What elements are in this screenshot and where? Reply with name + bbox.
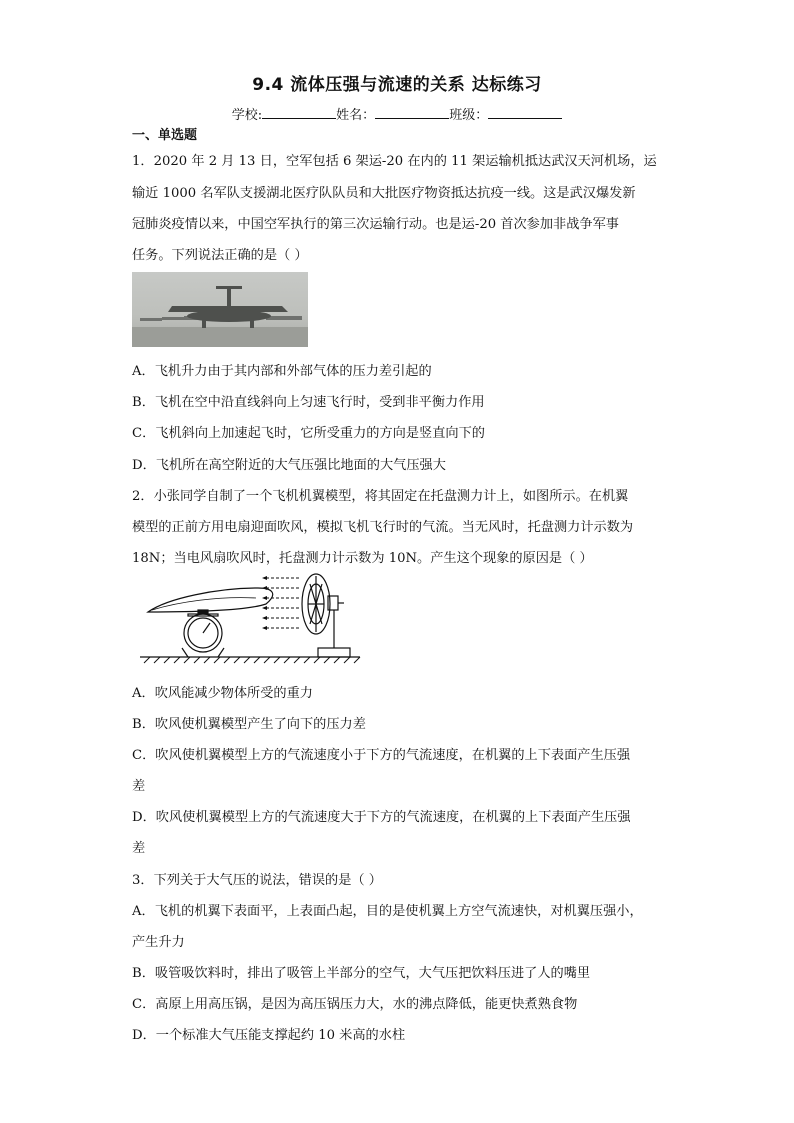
name-blank[interactable]: [375, 106, 449, 119]
school-label: 学校:: [231, 108, 263, 123]
q3-option-d: D．一个标准大气压能支撑起约 10 米高的水柱: [132, 1028, 406, 1043]
q2-option-a: A．吹风能减少物体所受的重力: [132, 686, 313, 701]
q1-option-b: B．飞机在空中沿直线斜向上匀速飞行时，受到非平衡力作用: [132, 395, 485, 410]
q1-stem-line: 任务。下列说法正确的是（ ）: [132, 248, 308, 263]
class-label: 班级：: [449, 108, 489, 123]
student-info-line: [0, 104, 794, 123]
q2-stem-line: 18N；当电风扇吹风时，托盘测力计示数为 10N。产生这个现象的原因是（ ）: [132, 551, 593, 566]
q2-option-c: C．吹风使机翼模型上方的气流速度小于下方的气流速度，在机翼的上下表面产生压强: [132, 748, 631, 763]
q3-option-c: C．高原上用高压锅，是因为高压锅压力大，水的沸点降低，能更快煮熟食物: [132, 997, 578, 1012]
q1-option-c: C．飞机斜向上加速起飞时，它所受重力的方向是竖直向下的: [132, 426, 485, 441]
section-heading: 一、单选题: [132, 128, 198, 143]
q1-stem-line: 输近 1000 名军队支援湖北医疗队队员和大批医疗物资抵达抗疫一线。这是武汉爆发新: [132, 186, 636, 201]
q2-option-d: D．吹风使机翼模型上方的气流速度大于下方的气流速度，在机翼的上下表面产生压强: [132, 810, 631, 825]
q2-option-b: B．吹风使机翼模型产生了向下的压力差: [132, 717, 366, 732]
q1-stem-line: 1．2020 年 2 月 13 日，空军包括 6 架运-20 在内的 11 架运输机抵达武汉天河机场，运: [132, 154, 657, 169]
aircraft-photo: [132, 272, 308, 347]
q3-stem-line: 3．下列关于大气压的说法，错误的是（ ）: [132, 873, 382, 888]
school-blank[interactable]: [262, 106, 336, 119]
wing-model: [148, 588, 273, 612]
q1-option-a: A．飞机升力由于其内部和外部气体的压力差引起的: [132, 364, 432, 379]
ground-hatching: [144, 657, 360, 663]
wing-model-diagram-svg: [138, 568, 363, 668]
q2-option-d-cont: 差: [132, 841, 146, 856]
aircraft-photo-image: [132, 272, 308, 347]
class-blank[interactable]: [488, 106, 562, 119]
wing-model-diagram: [138, 568, 363, 668]
q1-option-d: D．飞机所在高空附近的大气压强比地面的大气压强大: [132, 458, 446, 473]
q3-option-a-cont: 产生升力: [132, 935, 185, 950]
q3-option-b: B．吸管吸饮料时，排出了吸管上半部分的空气，大气压把饮料压进了人的嘴里: [132, 966, 591, 981]
name-label: 姓名：: [336, 108, 376, 123]
q3-option-a: A．飞机的机翼下表面平，上表面凸起，目的是使机翼上方空气流速快，对机翼压强小，: [132, 904, 643, 919]
document-title: 9.4 流体压强与流速的关系 达标练习: [252, 75, 542, 95]
q2-stem-line: 2．小张同学自制了一个飞机机翼模型，将其固定在托盘测力计上，如图所示。在机翼: [132, 489, 629, 504]
q2-stem-line: 模型的正前方用电扇迎面吹风，模拟飞机飞行时的气流。当无风时，托盘测力计示数为: [132, 520, 634, 535]
q2-option-c-cont: 差: [132, 779, 146, 794]
airflow-arrows: [266, 578, 300, 628]
q1-stem-line: 冠肺炎疫情以来，中国空军执行的第三次运输行动。也是运-20 首次参加非战争军事: [132, 217, 619, 232]
